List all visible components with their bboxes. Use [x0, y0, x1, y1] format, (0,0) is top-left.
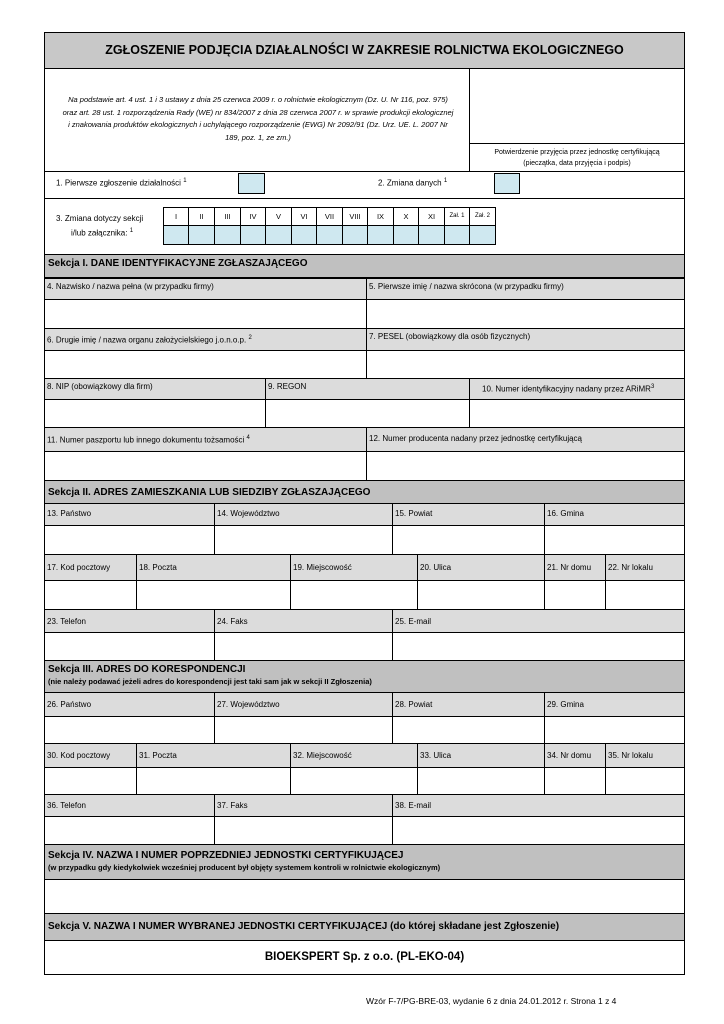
legal-basis-text: Na podstawie art. 4 ust. 1 i 3 ustawy z dnia 25 czerwca 2009 r. o rolnictwie ekologicznym (Dz. U. Nr 116, poz. 975) oraz art. 28 ust. 1 rozporządzenia Rady (WE) nr 834/2007 z dnia 28 czerwca 2007 r. w sprawie produkcji ekologicznej i znakowania produktów ekologicznych i uchylającego rozporządzenie (EWG) Nr 2092/91 (Dz. Urz. UE. L. 2007 Nr 189, poz. 1, ze zm.)	[62, 95, 454, 142]
section-label-7: VII	[316, 207, 343, 226]
field-5-input[interactable]	[366, 299, 685, 329]
first-notice-checkbox[interactable]	[238, 173, 265, 194]
section-checkbox-12[interactable]	[444, 225, 470, 245]
section-label-12: Zał. 1	[444, 207, 470, 226]
section-3-header	[44, 660, 685, 693]
field-20-input[interactable]	[417, 580, 545, 610]
field-5-label: 5. Pierwsze imię / nazwa skrócona (w przypadku firmy)	[366, 278, 685, 300]
section-checkbox-4[interactable]	[240, 225, 266, 245]
field-37-input[interactable]	[214, 816, 393, 845]
field-29-input[interactable]	[544, 716, 685, 744]
field-36-input[interactable]	[44, 816, 215, 845]
field-37-label: 37. Faks	[214, 794, 393, 817]
field-10-label: 10. Numer identyfikacyjny nadany przez ARiMR$^3$	[469, 378, 685, 400]
field-16-input[interactable]	[544, 525, 685, 555]
field-30-label: 30. Kod pocztowy	[44, 743, 137, 768]
field-22-label: 22. Nr lokalu	[605, 554, 685, 581]
field-9-input[interactable]	[265, 399, 470, 428]
previous-certifier-input[interactable]	[44, 879, 685, 914]
field-33-label: 33. Ulica	[417, 743, 545, 768]
section-5-header: Sekcja V. NAZWA I NUMER WYBRANEJ JEDNOSTKI CERTYFIKUJĄCEJ (do której składane jest Zgłoszenie)	[44, 913, 685, 941]
field-26-input[interactable]	[44, 716, 215, 744]
field-27-input[interactable]	[214, 716, 393, 744]
field-34-input[interactable]	[544, 767, 606, 795]
field-28-label: 28. Powiat	[392, 692, 545, 717]
section-4-header	[44, 844, 685, 880]
field-18-input[interactable]	[136, 580, 291, 610]
field-24-label: 24. Faks	[214, 609, 393, 633]
field-4-label: 4. Nazwisko / nazwa pełna (w przypadku firmy)	[44, 278, 367, 300]
section-checkbox-9[interactable]	[367, 225, 394, 245]
section-label-4: IV	[240, 207, 266, 226]
section-checkbox-13[interactable]	[469, 225, 496, 245]
data-change-checkbox[interactable]	[494, 173, 520, 194]
confirmation-caption	[469, 143, 685, 172]
field-38-input[interactable]	[392, 816, 685, 845]
field-36-label: 36. Telefon	[44, 794, 215, 817]
field-7-input[interactable]	[366, 350, 685, 379]
section-checkbox-6[interactable]	[291, 225, 317, 245]
field-4-input[interactable]	[44, 299, 367, 329]
field-9-label: 9. REGON	[265, 378, 470, 400]
field-8-label: 8. NIP (obowiązkowy dla firm)	[44, 378, 266, 400]
section-checkbox-1[interactable]	[163, 225, 189, 245]
field-17-label: 17. Kod pocztowy	[44, 554, 137, 581]
field-7-label: 7. PESEL (obowiązkowy dla osób fizycznych)	[366, 328, 685, 351]
field-19-label: 19. Miejscowość	[290, 554, 418, 581]
field-18-label: 18. Poczta	[136, 554, 291, 581]
section-4-subtitle: (w przypadku gdy kiedykolwiek wcześniej producent był objęty systemem kontroli w rolnictwie ekologicznym)	[48, 863, 441, 872]
section-checkbox-2[interactable]	[188, 225, 215, 245]
field-14-label: 14. Województwo	[214, 503, 393, 526]
field-8-input[interactable]	[44, 399, 266, 428]
field-31-input[interactable]	[136, 767, 291, 795]
field-30-input[interactable]	[44, 767, 137, 795]
section-2-header: Sekcja II. ADRES ZAMIESZKANIA LUB SIEDZIBY ZGŁASZAJĄCEGO	[44, 480, 685, 504]
field-32-input[interactable]	[290, 767, 418, 795]
section-change-label: 3. Zmiana dotyczy sekcji i/lub załącznika: $^1$	[56, 214, 144, 238]
section-label-10: X	[393, 207, 419, 226]
field-12-label: 12. Numer producenta nadany przez jednostkę certyfikującą	[366, 427, 685, 452]
section-3-title: Sekcja III. ADRES DO KORESPONDENCJI	[48, 664, 246, 675]
field-21-input[interactable]	[544, 580, 606, 610]
field-17-input[interactable]	[44, 580, 137, 610]
confirmation-stamp-area[interactable]	[469, 68, 685, 144]
field-23-label: 23. Telefon	[44, 609, 215, 633]
section-1-header: Sekcja I. DANE IDENTYFIKACYJNE ZGŁASZAJĄCEGO	[44, 254, 685, 278]
field-23-input[interactable]	[44, 632, 215, 661]
section-checkbox-11[interactable]	[418, 225, 445, 245]
field-6-input[interactable]	[44, 350, 367, 379]
field-20-label: 20. Ulica	[417, 554, 545, 581]
section-label-5: V	[265, 207, 292, 226]
field-26-label: 26. Państwo	[44, 692, 215, 717]
section-checkbox-5[interactable]	[265, 225, 292, 245]
field-11-input[interactable]	[44, 451, 367, 481]
field-13-input[interactable]	[44, 525, 215, 555]
field-16-label: 16. Gmina	[544, 503, 685, 526]
field-6-label: 6. Drugie imię / nazwa organu założycielskiego j.o.n.o.p. $^2$	[44, 328, 367, 351]
confirmation-line1: Potwierdzenie przyjęcia przez jednostkę certyfikującą	[494, 149, 660, 156]
section-4-title: Sekcja IV. NAZWA I NUMER POPRZEDNIEJ JEDNOSTKI CERTYFIKUJĄCEJ	[48, 850, 404, 861]
section-3-subtitle: (nie należy podawać jeżeli adres do korespondencji jest taki sam jak w sekcji II Zgłoszenia)	[48, 677, 372, 686]
selected-certifier-value[interactable]: BIOEKSPERT Sp. z o.o. (PL-EKO-04)	[44, 940, 685, 975]
field-25-input[interactable]	[392, 632, 685, 661]
field-35-input[interactable]	[605, 767, 685, 795]
field-25-label: 25. E-mail	[392, 609, 685, 633]
section-label-8: VIII	[342, 207, 368, 226]
field-10-input[interactable]	[469, 399, 685, 428]
field-28-input[interactable]	[392, 716, 545, 744]
field-31-label: 31. Poczta	[136, 743, 291, 768]
field-12-input[interactable]	[366, 451, 685, 481]
section-checkbox-10[interactable]	[393, 225, 419, 245]
section-checkbox-3[interactable]	[214, 225, 241, 245]
field-29-label: 29. Gmina	[544, 692, 685, 717]
section-label-9: IX	[367, 207, 394, 226]
field-11-label: 11. Numer paszportu lub innego dokumentu tożsamości $^4$	[44, 427, 367, 452]
section-label-11: XI	[418, 207, 445, 226]
field-13-label: 13. Państwo	[44, 503, 215, 526]
section-label-13: Zał. 2	[469, 207, 496, 226]
section-checkbox-7[interactable]	[316, 225, 343, 245]
form-title: ZGŁOSZENIE PODJĘCIA DZIAŁALNOŚCI W ZAKRESIE ROLNICTWA EKOLOGICZNEGO	[44, 32, 685, 69]
section-label-6: VI	[291, 207, 317, 226]
first-notice-label: 1. Pierwsze zgłoszenie działalności $^1$	[56, 178, 187, 188]
field-14-input[interactable]	[214, 525, 393, 555]
section-label-1: I	[163, 207, 189, 226]
field-35-label: 35. Nr lokalu	[605, 743, 685, 768]
field-22-input[interactable]	[605, 580, 685, 610]
field-38-label: 38. E-mail	[392, 794, 685, 817]
data-change-label: 2. Zmiana danych $^1$	[378, 178, 448, 188]
section-label-2: II	[188, 207, 215, 226]
field-21-label: 21. Nr domu	[544, 554, 606, 581]
footer-text: Wzór F-7/PG-BRE-03, wydanie 6 z dnia 24.01.2012 r. Strona 1 z 4	[366, 996, 617, 1006]
field-15-label: 15. Powiat	[392, 503, 545, 526]
field-33-input[interactable]	[417, 767, 545, 795]
confirmation-line2: (pieczątka, data przyjęcia i podpis)	[523, 160, 631, 167]
field-15-input[interactable]	[392, 525, 545, 555]
field-32-label: 32. Miejscowość	[290, 743, 418, 768]
field-19-input[interactable]	[290, 580, 418, 610]
field-34-label: 34. Nr domu	[544, 743, 606, 768]
section-label-3: III	[214, 207, 241, 226]
section-checkbox-8[interactable]	[342, 225, 368, 245]
field-27-label: 27. Województwo	[214, 692, 393, 717]
field-24-input[interactable]	[214, 632, 393, 661]
